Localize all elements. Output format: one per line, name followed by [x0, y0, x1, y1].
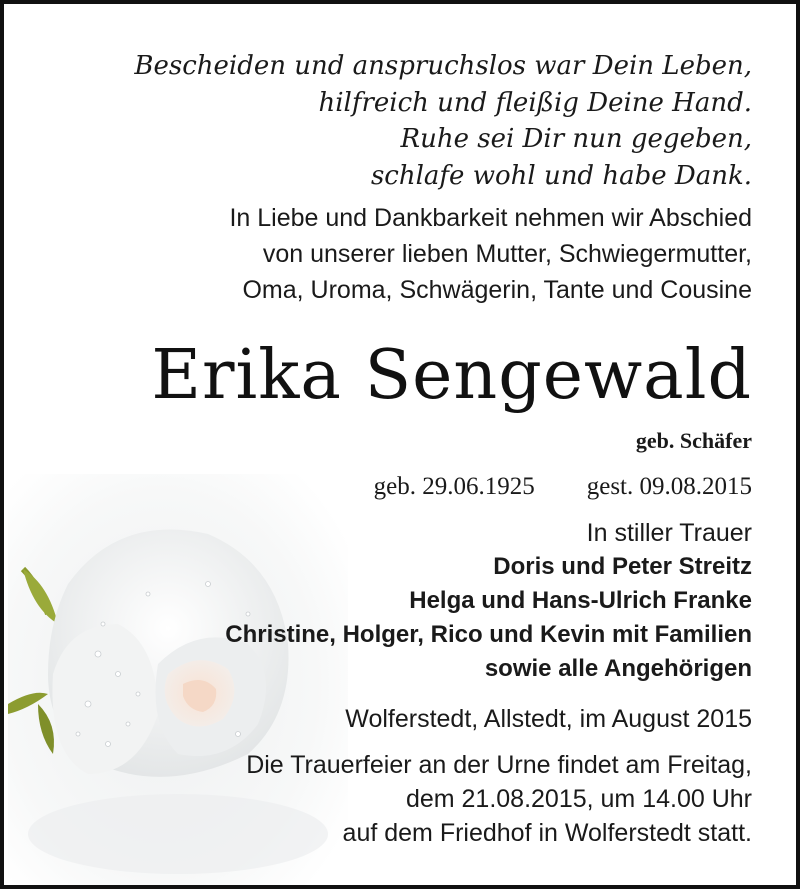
intro-line: Oma, Uroma, Schwägerin, Tante und Cousine — [242, 276, 752, 304]
mourner-line: Helga und Hans-Ulrich Franke — [409, 587, 752, 614]
poem-line: Ruhe sei Dir nun gegeben, — [400, 124, 752, 154]
funeral-info — [246, 748, 752, 850]
intro-text — [229, 200, 752, 308]
maiden-name: geb. Schäfer — [635, 428, 752, 453]
life-dates — [374, 471, 752, 503]
funeral-line: dem 21.08.2015, um 14.00 Uhr — [405, 785, 752, 813]
mourning-intro: In stiller Trauer — [586, 519, 752, 547]
mourner-line: Christine, Holger, Rico und Kevin mit Familien — [225, 621, 752, 648]
poem-line: schlafe wohl und habe Dank. — [370, 160, 752, 191]
deceased-name: Erika Sengewald — [151, 336, 752, 415]
poem-line: hilfreich und fleißig Deine Hand. — [318, 87, 752, 118]
birth-date: geb. 29.06.1925 — [373, 473, 535, 500]
mourners-block — [225, 516, 752, 686]
death-date: gest. 09.08.2015 — [586, 473, 752, 500]
funeral-line: Die Trauerfeier an der Urne findet am Freitag, — [246, 751, 752, 779]
intro-line: In Liebe und Dankbarkeit nehmen wir Abschied — [229, 204, 752, 232]
poem — [134, 48, 752, 194]
place-date: Wolferstedt, Allstedt, im August 2015 — [345, 705, 752, 733]
mourner-line: Doris und Peter Streitz — [493, 553, 752, 580]
intro-line: von unserer lieben Mutter, Schwiegermutter, — [262, 240, 752, 268]
funeral-line: auf dem Friedhof in Wolferstedt statt. — [342, 819, 752, 847]
poem-line: Bescheiden und anspruchslos war Dein Leben, — [134, 51, 752, 81]
mourner-line: sowie alle Angehörigen — [484, 655, 752, 682]
